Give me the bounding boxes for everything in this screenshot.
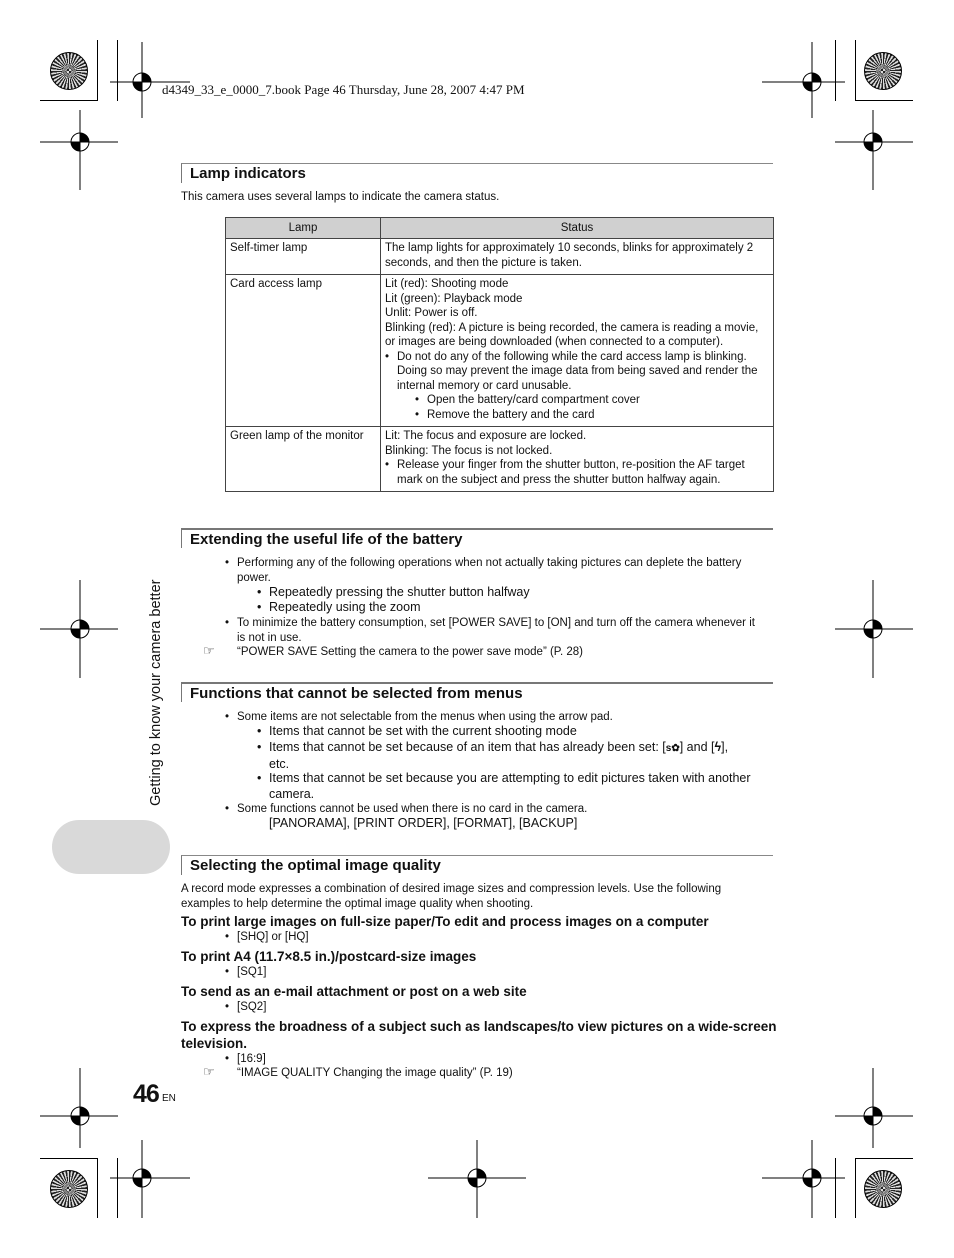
table-row [226,239,774,275]
list-item: • Some items are not selectable from the menus when using the arrow pad. [237,710,613,725]
list-item: • To minimize the battery consumption, set [POWER SAVE] to [ON] and turn off the camera whenever it is not in use. [237,616,757,645]
table-row [226,275,774,427]
subheading: To print A4 (11.7×8.5 in.)/postcard-size images [181,949,477,964]
list-item: • Some functions cannot be used when there is no card in the camera. [237,802,587,817]
pointing-hand-icon: ☞ [203,643,215,658]
list-item: • [16:9] [237,1052,266,1067]
section-title-functions: Functions that cannot be selected from menus [181,682,773,702]
table-row [226,427,774,492]
list-item: • Repeatedly pressing the shutter button halfway [269,585,530,601]
subheading: To print large images on full-size paper/To edit and process images on a computer [181,914,709,929]
side-tab-label: Getting to know your camera better [148,579,164,806]
list-item: • Items that cannot be set with the current shooting mode [269,724,577,740]
lamp-intro: This camera uses several lamps to indicate the camera status. [181,191,500,203]
section-title-battery: Extending the useful life of the battery [181,528,773,548]
list-item: • Repeatedly using the zoom [269,600,420,616]
function-list: [PANORAMA], [PRINT ORDER], [FORMAT], [BACKUP] [269,816,578,830]
list-item: • [SQ2] [237,1000,266,1015]
lamp-status: Lit: The focus and exposure are locked. Blinking: The focus is not locked. • Release your finger from the shutter button, re-position the AF target mark on the subject and press the shutter button halfway again. [381,427,774,492]
lamp-table [225,217,774,492]
list-item: • Items that cannot be set because you are attempting to edit pictures taken with another camera. [269,771,773,802]
section-title-lamp: Lamp indicators [181,163,773,183]
pointing-hand-icon: ☞ [203,1064,215,1079]
lamp-name: Green lamp of the monitor [226,427,381,492]
side-tab [52,820,170,874]
cross-reference-link[interactable]: “POWER SAVE Setting the camera to the power save mode” (P. 28) [237,646,584,658]
page-language: EN [162,1093,176,1104]
lamp-status: Lit (red): Shooting mode Lit (green): Playback mode Unlit: Power is off. Blinking (red): A picture is being recorded, the camera is reading a movie, or images are being downloaded (when connected to a computer). • Do not do any of the following while the card access lamp is blinking. Doing so may prevent the image data from being saved and render the internal memory or card unusable. • Open the battery/card compartment cover • Remove the battery and the card [381,275,774,427]
table-header-status: Status [381,218,774,239]
super-macro-icon: s✿ [665,743,680,754]
list-item: • Items that cannot be set because of an item that has already been set: [s✿] and [ϟ], etc. [269,740,773,772]
table-header-lamp: Lamp [226,218,381,239]
subheading: To send as an e-mail attachment or post on a web site [181,984,527,999]
list-item: • [SHQ] or [HQ] [237,930,309,945]
list-item: • Performing any of the following operations when not actually taking pictures can deplete the battery power. [237,556,773,585]
section-title-quality: Selecting the optimal image quality [181,855,773,875]
cross-reference-link[interactable]: “IMAGE QUALITY Changing the image quality” (P. 19) [237,1067,513,1079]
flash-icon: ϟ [714,740,722,754]
print-header: d4349_33_e_0000_7.book Page 46 Thursday, June 28, 2007 4:47 PM [162,82,525,97]
quality-intro: A record mode expresses a combination of desired image sizes and compression levels. Use the following examples to help determine the optimal image quality when shooting. [181,883,722,910]
lamp-status: The lamp lights for approximately 10 seconds, blinks for approximately 2 seconds, and then the picture is taken. [381,239,774,275]
list-item: • [SQ1] [237,965,266,980]
subheading: To express the broadness of a subject such as landscapes/to view pictures on a wide-screen television. [181,1019,777,1051]
lamp-name: Card access lamp [226,275,381,427]
page-number: 46 [133,1080,159,1108]
lamp-name: Self-timer lamp [226,239,381,275]
